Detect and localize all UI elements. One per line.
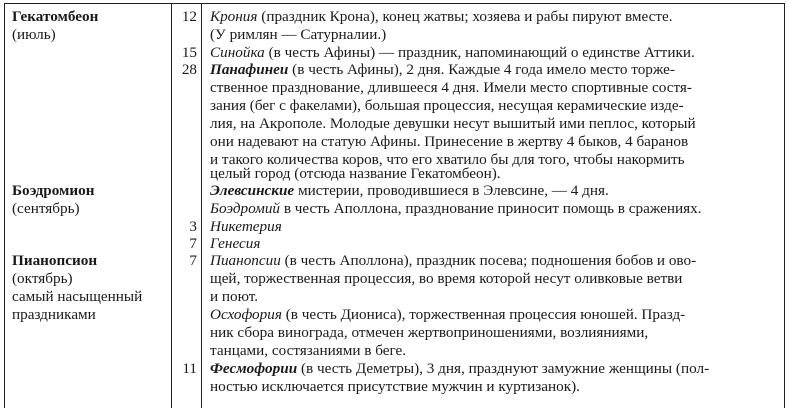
month-note-hekatombaion: (июль) xyxy=(12,26,56,43)
festival-line xyxy=(210,201,702,217)
day-number: 11 xyxy=(182,360,197,377)
month-name-boedromion: Боэдромион xyxy=(12,182,95,199)
festival-line: ник сбора винограда, отмечен жертвоприношениями, возлияниями, xyxy=(210,324,649,341)
festival-title: Боэдромий xyxy=(210,200,281,217)
festival-line: ственное празднование, длившееся 4 дня. Имели место спортивные состя- xyxy=(210,79,692,96)
festival-line: ностью исключается присутствие мужчин и куртизанок). xyxy=(210,378,580,395)
day-number: 7 xyxy=(189,252,197,269)
festival-title: Фесмофории xyxy=(210,360,298,377)
festival-line: лия, на Акрополе. Молодые девушки несут вышитый ими пеплос, который xyxy=(210,115,696,132)
festival-line: танцами, состязаниями в беге. xyxy=(210,342,407,359)
festival-title: Никетерия xyxy=(210,218,282,235)
day-number: 28 xyxy=(181,61,197,78)
festival-title: Синойка xyxy=(210,44,265,61)
festival-line: целый город (отсюда название Гекатомбеон). xyxy=(210,165,501,182)
table-top-border xyxy=(4,3,784,4)
day-number: 15 xyxy=(181,44,197,61)
festival-text: (праздник Крона), конец жатвы; хозяева и рабы пируют вместе. xyxy=(257,8,673,25)
month-note-pyanopsion-1: (октябрь) xyxy=(12,270,73,287)
festival-line xyxy=(210,62,675,78)
month-column-divider xyxy=(171,3,172,408)
festival-text: (в честь Деметры), 3 дня, празднуют замужние женщины (пол- xyxy=(297,360,710,377)
festival-line xyxy=(210,361,709,377)
festival-title: Генесия xyxy=(210,235,261,252)
festival-line xyxy=(210,307,685,323)
month-name-pyanopsion: Пианопсион xyxy=(12,252,98,269)
festival-line: и поют. xyxy=(210,288,259,305)
festival-title: Элевсинские xyxy=(210,182,295,199)
festival-line: они надевают на статую Афины. Принесение в жертву 4 быков, 4 баранов xyxy=(210,133,689,150)
festival-text: (в честь Диониса), торжественная процессия юношей. Празд- xyxy=(281,306,686,323)
festival-line: зания (бег с факелами), большая процессия, несущая керамические изде- xyxy=(210,97,684,114)
day-column-divider xyxy=(201,3,202,408)
festival-line: щей, торжественная процессия, во время которой несут оливковые ветви xyxy=(210,270,683,287)
festival-line xyxy=(210,9,673,25)
festival-title: Крония xyxy=(210,8,258,25)
month-note-boedromion: (сентябрь) xyxy=(12,200,80,217)
festival-title: Осхофория xyxy=(210,306,282,323)
month-note-pyanopsion-3: праздниками xyxy=(12,306,96,323)
festival-text: (в честь Аполлона), праздник посева; подношения бобов и ово- xyxy=(280,252,697,269)
festival-text: (в честь Афины) — праздник, напоминающий о единстве Аттики. xyxy=(264,44,695,61)
month-note-pyanopsion-2: самый насыщенный xyxy=(12,288,143,305)
festival-text: (в честь Афины), 2 дня. Каждые 4 года имело место торже- xyxy=(288,61,675,78)
festival-line: (У римлян — Сатурналии.) xyxy=(210,26,387,43)
day-number: 12 xyxy=(181,8,197,25)
table-left-border xyxy=(4,3,5,408)
festival-line xyxy=(210,45,695,61)
festival-text: мистерии, проводившиеся в Элевсине, — 4 дня. xyxy=(294,182,609,199)
festival-title: Пианопсии xyxy=(210,252,281,269)
day-number: 7 xyxy=(189,235,197,252)
festival-line xyxy=(210,253,696,269)
festival-line xyxy=(210,183,609,199)
day-number: 3 xyxy=(189,218,197,235)
festival-text: в честь Аполлона, празднование приносит помощь в сражениях. xyxy=(280,200,702,217)
festival-title: Панафинеи xyxy=(210,61,289,78)
month-name-hekatombaion: Гекатомбеон xyxy=(12,8,99,25)
festival-line: и такого количества коров, что его хватило бы для того, чтобы накормить xyxy=(210,151,685,168)
table-right-border xyxy=(784,3,785,408)
